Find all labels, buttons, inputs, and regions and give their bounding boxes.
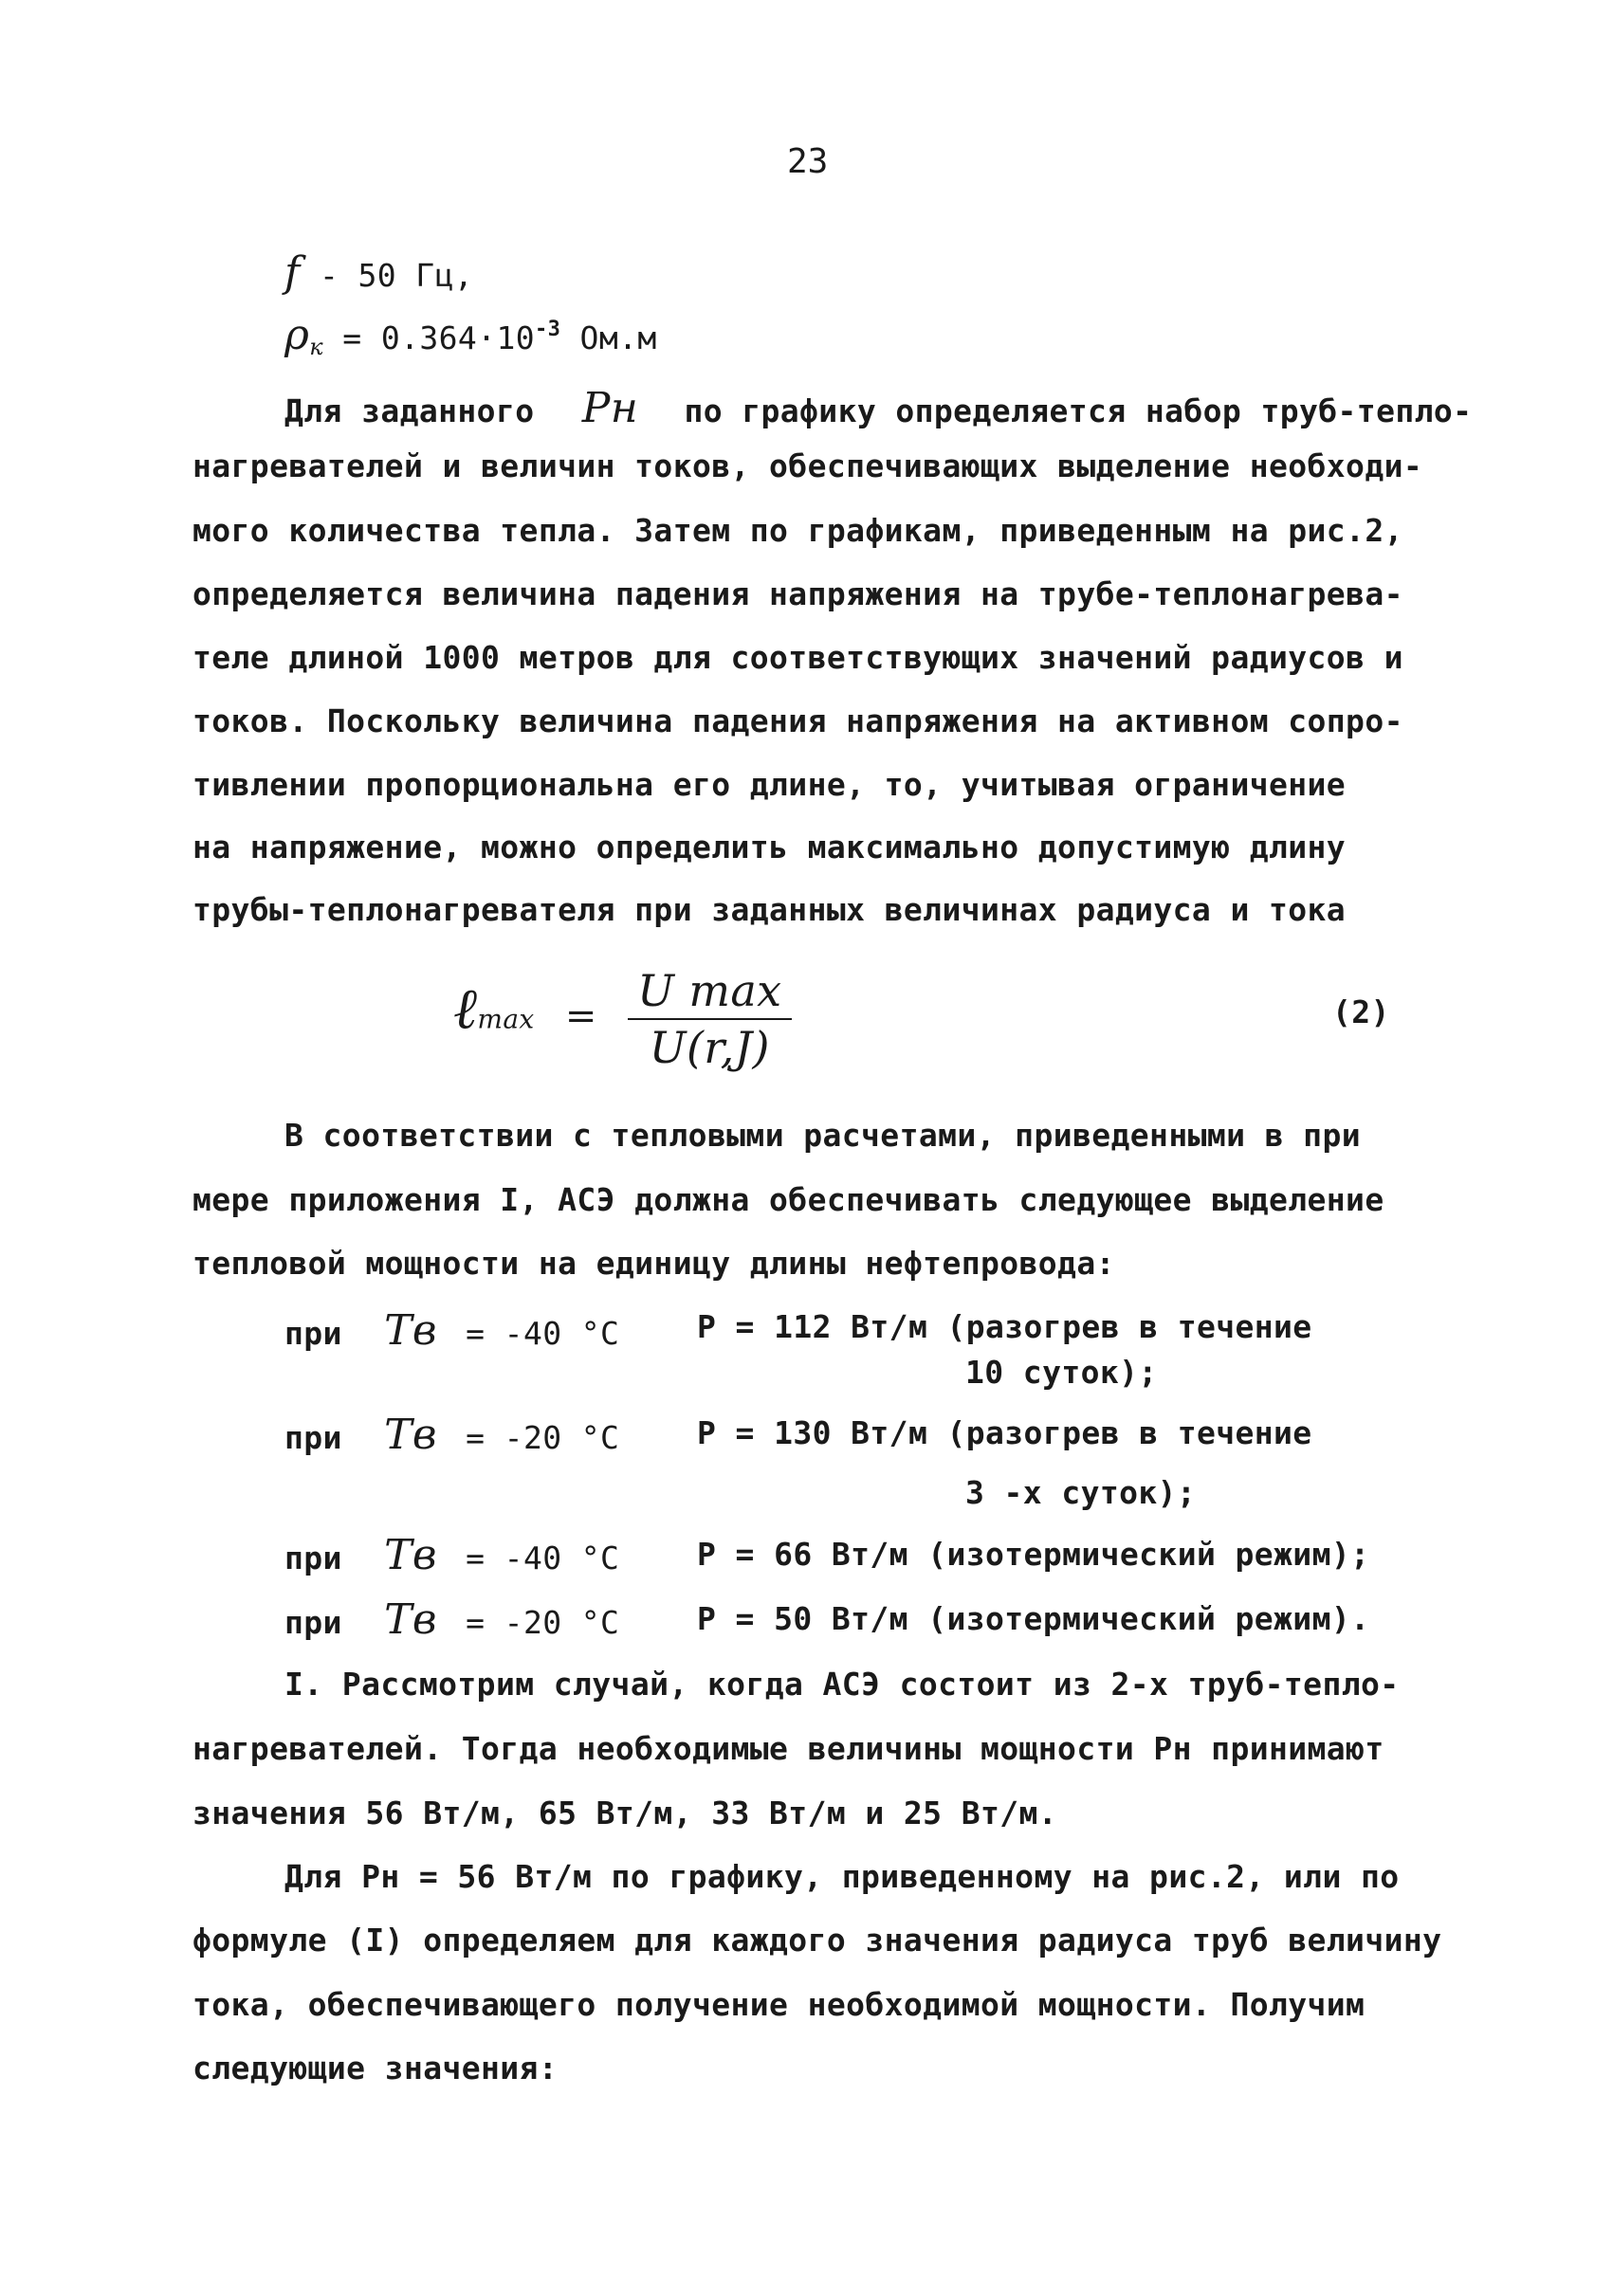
condition-power-2: Р = 130 Вт/м (разогрев в течение (697, 1414, 1312, 1451)
condition-pri: при (284, 1419, 342, 1456)
para2-line-1: В соответствии с тепловыми расчетами, приведенными в при (284, 1117, 1361, 1154)
def-frequency (284, 248, 473, 297)
formula-max-length (453, 965, 792, 1073)
formula-denominator: U(r,J) (649, 1022, 770, 1073)
condition-cont-1: 10 суток); (965, 1354, 1158, 1391)
para1-line-9: трубы-теплонагревателя при заданных величинах радиуса и тока (192, 891, 1347, 928)
para1-line-6: токов. Поскольку величина падения напряжения на активном сопро- (192, 702, 1403, 739)
condition-temp: = -40 °С (466, 1540, 620, 1576)
para1-line-7: тивлении пропорциональна его длине, то, учитывая ограничение (192, 766, 1347, 803)
formula-lhs-sub: max (477, 1003, 535, 1035)
condition-row-3 (284, 1531, 619, 1579)
formula-equals: = (564, 993, 597, 1038)
para4-line-1: Для Рн = 56 Вт/м по графику, приведенному на рис.2, или по (284, 1858, 1400, 1895)
rho-unit: Ом.м (560, 319, 657, 356)
para1-line-1 (284, 384, 1472, 432)
condition-row-1 (284, 1306, 619, 1355)
condition-temp: = -20 °С (466, 1604, 620, 1641)
f-symbol: f (284, 248, 301, 297)
tv-symbol: Тв (384, 1411, 437, 1459)
formula-lhs: ℓ (453, 975, 478, 1043)
condition-pri: при (284, 1604, 342, 1641)
condition-pri: при (284, 1315, 342, 1352)
para3-line-2: нагревателей. Тогда необходимые величины мощности Рн принимают (192, 1730, 1384, 1767)
para1-text: Для заданного (284, 392, 535, 429)
f-value: - 50 Гц, (319, 257, 474, 294)
para4-line-2: формуле (I) определяем для каждого значения радиуса труб величину (192, 1922, 1442, 1959)
def-resistivity (284, 311, 657, 360)
page-number: 23 (787, 142, 829, 181)
formula-fraction (628, 965, 791, 1073)
tv-symbol: Тв (384, 1531, 437, 1579)
condition-power-3: Р = 66 Вт/м (изотермический режим); (697, 1536, 1370, 1573)
condition-power-4: Р = 50 Вт/м (изотермический режим). (697, 1600, 1370, 1637)
rho-subscript: к (309, 334, 324, 360)
para1-text: по графику определяется набор труб-тепло- (684, 392, 1473, 429)
para1-line-8: на напряжение, можно определить максимально допустимую длину (192, 829, 1347, 866)
para1-line-2: нагревателей и величин токов, обеспечивающих выделение необходи- (192, 447, 1423, 484)
condition-temp: = -20 °С (466, 1419, 620, 1456)
condition-temp: = -40 °С (466, 1315, 620, 1352)
rho-value: = 0.364·10 (342, 319, 535, 356)
para4-line-4: следующие значения: (192, 2050, 559, 2086)
para4-line-3: тока, обеспечивающего получение необходимой мощности. Получим (192, 1986, 1366, 2023)
rho-symbol: ρ (284, 311, 310, 359)
para3-line-3: значения 56 Вт/м, 65 Вт/м, 33 Вт/м и 25 Вт/м. (192, 1795, 1058, 1831)
para3-line-1: I. Рассмотрим случай, когда АСЭ состоит из 2-х труб-тепло- (284, 1666, 1400, 1703)
formula-number: (2) (1332, 993, 1390, 1030)
condition-row-4 (284, 1595, 619, 1644)
rho-exponent: -3 (534, 318, 561, 341)
condition-power-1: Р = 112 Вт/м (разогрев в течение (697, 1308, 1312, 1345)
para1-line-5: теле длиной 1000 метров для соответствующих значений радиусов и (192, 639, 1403, 676)
condition-cont-2: 3 -х суток); (965, 1474, 1197, 1511)
condition-pri: при (284, 1540, 342, 1576)
condition-row-2 (284, 1411, 619, 1459)
formula-numerator: U max (628, 965, 791, 1020)
pn-symbol: Рн (581, 384, 639, 432)
tv-symbol: Тв (384, 1306, 437, 1355)
para1-line-3: мого количества тепла. Затем по графикам, приведенным на рис.2, (192, 512, 1403, 549)
para2-line-2: мере приложения I, АСЭ должна обеспечивать следующее выделение (192, 1181, 1384, 1218)
para2-line-3: тепловой мощности на единицу длины нефтепровода: (192, 1245, 1115, 1282)
para1-line-4: определяется величина падения напряжения на трубе-теплонагрева- (192, 575, 1403, 612)
tv-symbol: Тв (384, 1595, 437, 1644)
